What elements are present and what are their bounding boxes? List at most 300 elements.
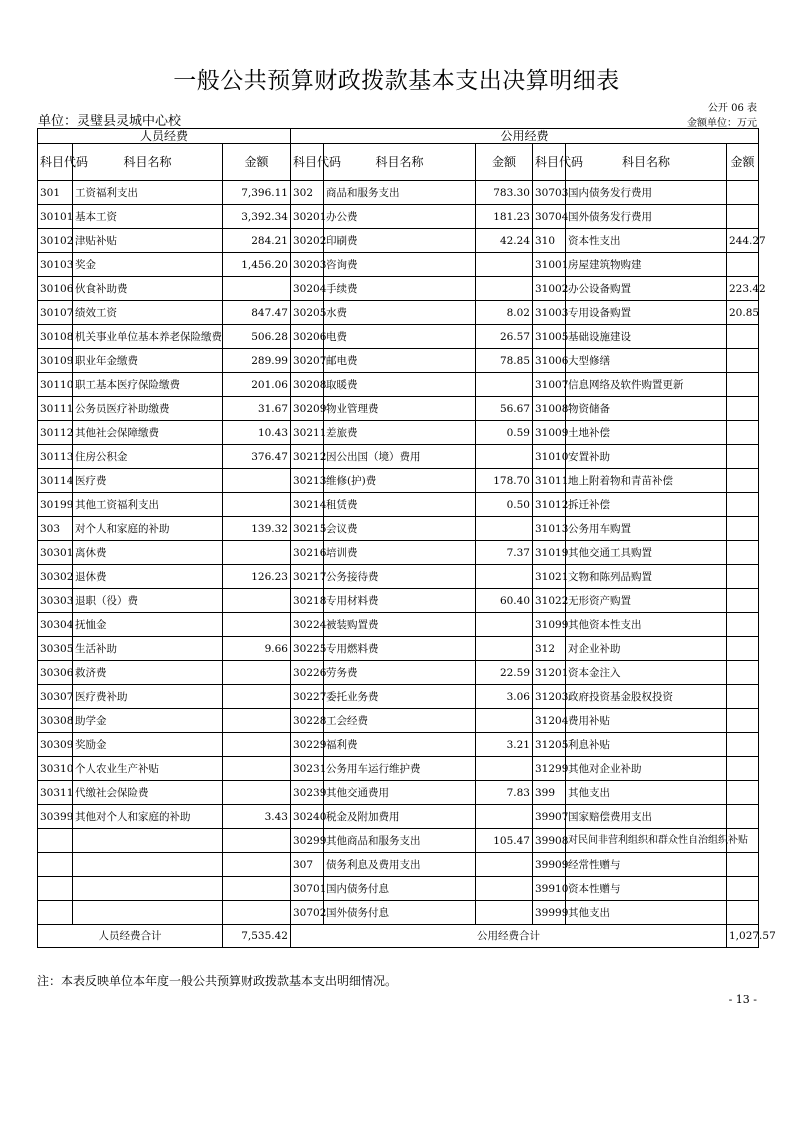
table-row xyxy=(38,325,759,349)
item-code: 30306 xyxy=(38,661,73,685)
item-code: 30311 xyxy=(38,781,73,805)
item-name: 咨询费 xyxy=(324,253,476,277)
item-amount xyxy=(727,445,759,469)
item-name: 资本性支出 xyxy=(566,229,727,253)
table-row xyxy=(38,565,759,589)
item-amount xyxy=(476,901,533,925)
item-name: 职工基本医疗保险缴费 xyxy=(73,373,223,397)
item-code: 31022 xyxy=(533,589,566,613)
item-name: 奖励金 xyxy=(73,733,223,757)
item-code: 30106 xyxy=(38,277,73,301)
item-amount: 0.59 xyxy=(476,421,533,445)
item-amount: 0.50 xyxy=(476,493,533,517)
item-amount: 56.67 xyxy=(476,397,533,421)
item-name: 绩效工资 xyxy=(73,301,223,325)
item-amount xyxy=(223,277,291,301)
item-code xyxy=(38,877,73,901)
item-amount: 3,392.34 xyxy=(223,205,291,229)
item-code: 30107 xyxy=(38,301,73,325)
item-name: 租赁费 xyxy=(324,493,476,517)
form-number: 公开 06 表 xyxy=(707,103,757,114)
item-amount: 7.83 xyxy=(476,781,533,805)
item-code: 30703 xyxy=(533,181,566,205)
item-name: 专用燃料费 xyxy=(324,637,476,661)
item-name: 国家赔偿费用支出 xyxy=(566,805,727,829)
item-name: 电费 xyxy=(324,325,476,349)
item-name: 福利费 xyxy=(324,733,476,757)
item-amount: 31.67 xyxy=(223,397,291,421)
header-amount: 金额 xyxy=(727,144,759,181)
header-name: 科目名称 xyxy=(566,144,727,181)
item-name: 会议费 xyxy=(324,517,476,541)
totals-row xyxy=(38,925,759,948)
item-name: 津贴补贴 xyxy=(73,229,223,253)
item-code: 30308 xyxy=(38,709,73,733)
item-code: 30701 xyxy=(291,877,324,901)
item-code: 30229 xyxy=(291,733,324,757)
item-amount xyxy=(727,373,759,397)
item-name: 专用材料费 xyxy=(324,589,476,613)
item-amount: 178.70 xyxy=(476,469,533,493)
item-code: 30217 xyxy=(291,565,324,589)
item-name: 被装购置费 xyxy=(324,613,476,637)
item-code: 30202 xyxy=(291,229,324,253)
item-amount xyxy=(476,565,533,589)
item-code: 30114 xyxy=(38,469,73,493)
item-code: 30218 xyxy=(291,589,324,613)
item-amount xyxy=(727,805,759,829)
item-name: 对个人和家庭的补助 xyxy=(73,517,223,541)
item-code: 30307 xyxy=(38,685,73,709)
item-name: 代缴社会保险费 xyxy=(73,781,223,805)
item-code: 39999 xyxy=(533,901,566,925)
item-code: 30211 xyxy=(291,421,324,445)
item-code: 30227 xyxy=(291,685,324,709)
item-code: 30199 xyxy=(38,493,73,517)
item-code: 312 xyxy=(533,637,566,661)
item-name: 其他社会保障缴费 xyxy=(73,421,223,445)
unit-label: 单位：灵璧县灵城中心校 xyxy=(38,114,182,129)
item-code: 30110 xyxy=(38,373,73,397)
item-code: 31007 xyxy=(533,373,566,397)
item-code: 30399 xyxy=(38,805,73,829)
item-name xyxy=(73,877,223,901)
item-amount xyxy=(476,445,533,469)
item-code: 30203 xyxy=(291,253,324,277)
item-amount xyxy=(223,589,291,613)
item-code: 307 xyxy=(291,853,324,877)
item-name: 土地补偿 xyxy=(566,421,727,445)
item-amount xyxy=(223,493,291,517)
item-name: 其他支出 xyxy=(566,781,727,805)
item-code: 31012 xyxy=(533,493,566,517)
item-amount: 783.30 xyxy=(476,181,533,205)
table-row xyxy=(38,877,759,901)
item-name: 债务利息及费用支出 xyxy=(324,853,476,877)
public-total-label: 公用经费合计 xyxy=(291,925,727,948)
table-row xyxy=(38,637,759,661)
item-code: 30204 xyxy=(291,277,324,301)
item-code: 30113 xyxy=(38,445,73,469)
item-code: 30215 xyxy=(291,517,324,541)
item-amount xyxy=(727,757,759,781)
footnote: 注：本表反映单位本年度一般公共预算财政拨款基本支出明细情况。 xyxy=(37,974,398,988)
item-code: 30212 xyxy=(291,445,324,469)
item-amount xyxy=(727,541,759,565)
header-code: 科目代码 xyxy=(291,144,324,181)
public-total-amount: 1,027.57 xyxy=(727,925,759,948)
item-name: 邮电费 xyxy=(324,349,476,373)
item-amount xyxy=(727,733,759,757)
item-name: 委托业务费 xyxy=(324,685,476,709)
item-code: 30103 xyxy=(38,253,73,277)
item-code: 302 xyxy=(291,181,324,205)
item-code: 31099 xyxy=(533,613,566,637)
item-code: 30228 xyxy=(291,709,324,733)
item-amount xyxy=(476,253,533,277)
item-amount xyxy=(223,661,291,685)
table-row xyxy=(38,757,759,781)
item-name: 办公费 xyxy=(324,205,476,229)
section-personnel: 人员经费 xyxy=(38,129,291,144)
item-code xyxy=(38,901,73,925)
item-name: 经常性赠与 xyxy=(566,853,727,877)
item-amount: 60.40 xyxy=(476,589,533,613)
item-code: 30205 xyxy=(291,301,324,325)
item-code: 301 xyxy=(38,181,73,205)
item-code: 303 xyxy=(38,517,73,541)
item-name: 拆迁补偿 xyxy=(566,493,727,517)
item-code: 31003 xyxy=(533,301,566,325)
item-amount xyxy=(727,205,759,229)
table-row xyxy=(38,469,759,493)
item-code: 30305 xyxy=(38,637,73,661)
item-amount xyxy=(223,829,291,853)
item-amount xyxy=(727,181,759,205)
item-amount: 22.59 xyxy=(476,661,533,685)
item-code: 39909 xyxy=(533,853,566,877)
item-name: 商品和服务支出 xyxy=(324,181,476,205)
item-name: 职业年金缴费 xyxy=(73,349,223,373)
header-amount: 金额 xyxy=(223,144,291,181)
item-code: 30108 xyxy=(38,325,73,349)
item-amount xyxy=(727,397,759,421)
item-name: 其他资本性支出 xyxy=(566,613,727,637)
table-row xyxy=(38,205,759,229)
item-name: 手续费 xyxy=(324,277,476,301)
item-code: 30102 xyxy=(38,229,73,253)
page-title: 一般公共预算财政拨款基本支出决算明细表 xyxy=(173,68,620,94)
item-code: 30226 xyxy=(291,661,324,685)
item-amount: 105.47 xyxy=(476,829,533,853)
item-code: 30213 xyxy=(291,469,324,493)
item-code: 30309 xyxy=(38,733,73,757)
item-amount xyxy=(223,541,291,565)
item-name: 公务用车购置 xyxy=(566,517,727,541)
item-name: 专用设备购置 xyxy=(566,301,727,325)
table-row xyxy=(38,829,759,853)
item-amount: 289.99 xyxy=(223,349,291,373)
item-name: 信息网络及软件购置更新 xyxy=(566,373,727,397)
table-row xyxy=(38,517,759,541)
item-amount: 506.28 xyxy=(223,325,291,349)
item-code: 30214 xyxy=(291,493,324,517)
item-amount xyxy=(727,421,759,445)
item-amount xyxy=(727,709,759,733)
table-row xyxy=(38,805,759,829)
item-amount: 1,456.20 xyxy=(223,253,291,277)
item-amount: 376.47 xyxy=(223,445,291,469)
item-amount: 7,396.11 xyxy=(223,181,291,205)
item-name: 奖金 xyxy=(73,253,223,277)
item-name: 其他交通工具购置 xyxy=(566,541,727,565)
item-name: 政府投资基金股权投资 xyxy=(566,685,727,709)
item-name: 劳务费 xyxy=(324,661,476,685)
item-code: 30216 xyxy=(291,541,324,565)
personnel-total-amount: 7,535.42 xyxy=(223,925,291,948)
item-amount xyxy=(727,901,759,925)
item-name: 公务接待费 xyxy=(324,565,476,589)
item-amount xyxy=(727,589,759,613)
item-amount xyxy=(476,709,533,733)
item-code: 30239 xyxy=(291,781,324,805)
item-code: 30101 xyxy=(38,205,73,229)
item-name: 维修(护)费 xyxy=(324,469,476,493)
item-name: 对民间非营利组织和群众性自治组织补贴 xyxy=(566,829,727,853)
item-code: 399 xyxy=(533,781,566,805)
item-amount xyxy=(727,781,759,805)
header-code: 科目代码 xyxy=(38,144,73,181)
table-row xyxy=(38,901,759,925)
item-name: 差旅费 xyxy=(324,421,476,445)
item-name: 国外债务付息 xyxy=(324,901,476,925)
item-code: 31019 xyxy=(533,541,566,565)
item-amount xyxy=(476,853,533,877)
table-row xyxy=(38,853,759,877)
header-name: 科目名称 xyxy=(324,144,476,181)
item-name: 其他对个人和家庭的补助 xyxy=(73,805,223,829)
item-code: 30704 xyxy=(533,205,566,229)
item-amount: 42.24 xyxy=(476,229,533,253)
table-row xyxy=(38,229,759,253)
item-code: 30303 xyxy=(38,589,73,613)
table-row xyxy=(38,373,759,397)
table-row xyxy=(38,541,759,565)
item-name: 医疗费 xyxy=(73,469,223,493)
item-code: 30109 xyxy=(38,349,73,373)
item-code: 30301 xyxy=(38,541,73,565)
personnel-total-label: 人员经费合计 xyxy=(38,925,223,948)
item-name: 培训费 xyxy=(324,541,476,565)
item-name: 对企业补助 xyxy=(566,637,727,661)
item-amount xyxy=(223,685,291,709)
item-code: 31008 xyxy=(533,397,566,421)
header-amount: 金额 xyxy=(476,144,533,181)
item-amount: 223.42 xyxy=(727,277,759,301)
item-name: 文物和陈列品购置 xyxy=(566,565,727,589)
item-code: 39907 xyxy=(533,805,566,829)
item-amount: 26.57 xyxy=(476,325,533,349)
item-name: 房屋建筑物购建 xyxy=(566,253,727,277)
item-amount xyxy=(727,637,759,661)
item-amount: 78.85 xyxy=(476,349,533,373)
item-amount: 284.21 xyxy=(223,229,291,253)
item-amount xyxy=(476,637,533,661)
item-amount: 10.43 xyxy=(223,421,291,445)
item-name: 因公出国（境）费用 xyxy=(324,445,476,469)
section-public: 公用经费 xyxy=(291,129,759,144)
item-amount: 244.27 xyxy=(727,229,759,253)
item-name: 办公设备购置 xyxy=(566,277,727,301)
item-name: 大型修缮 xyxy=(566,349,727,373)
item-amount: 201.06 xyxy=(223,373,291,397)
item-code: 31201 xyxy=(533,661,566,685)
item-amount: 181.23 xyxy=(476,205,533,229)
item-amount xyxy=(727,349,759,373)
table-row xyxy=(38,397,759,421)
item-code: 30299 xyxy=(291,829,324,853)
item-name xyxy=(73,829,223,853)
item-code: 30112 xyxy=(38,421,73,445)
item-amount xyxy=(223,853,291,877)
item-code: 31013 xyxy=(533,517,566,541)
item-code: 31203 xyxy=(533,685,566,709)
item-name: 资本性赠与 xyxy=(566,877,727,901)
item-amount xyxy=(223,733,291,757)
item-code: 30310 xyxy=(38,757,73,781)
item-name: 医疗费补助 xyxy=(73,685,223,709)
item-code: 310 xyxy=(533,229,566,253)
item-code: 30206 xyxy=(291,325,324,349)
item-name: 其他支出 xyxy=(566,901,727,925)
item-name: 地上附着物和青苗补偿 xyxy=(566,469,727,493)
table-row xyxy=(38,181,759,205)
item-code: 31006 xyxy=(533,349,566,373)
item-code: 31299 xyxy=(533,757,566,781)
table-row xyxy=(38,685,759,709)
item-code: 31011 xyxy=(533,469,566,493)
item-amount xyxy=(476,757,533,781)
item-amount: 20.85 xyxy=(727,301,759,325)
item-code: 30207 xyxy=(291,349,324,373)
item-amount xyxy=(727,853,759,877)
item-amount xyxy=(476,613,533,637)
item-name: 基础设施建设 xyxy=(566,325,727,349)
item-name: 安置补助 xyxy=(566,445,727,469)
item-name: 印刷费 xyxy=(324,229,476,253)
item-name: 其他对企业补助 xyxy=(566,757,727,781)
item-name: 国内债务付息 xyxy=(324,877,476,901)
item-amount xyxy=(476,517,533,541)
table-row xyxy=(38,589,759,613)
item-code: 30208 xyxy=(291,373,324,397)
item-code: 31204 xyxy=(533,709,566,733)
table-row xyxy=(38,445,759,469)
item-name: 退职（役）费 xyxy=(73,589,223,613)
item-amount: 9.66 xyxy=(223,637,291,661)
item-code xyxy=(38,853,73,877)
item-amount xyxy=(727,565,759,589)
table-row xyxy=(38,613,759,637)
item-code: 30240 xyxy=(291,805,324,829)
item-amount xyxy=(223,901,291,925)
item-amount xyxy=(476,373,533,397)
item-amount: 3.43 xyxy=(223,805,291,829)
item-amount: 139.32 xyxy=(223,517,291,541)
expenditure-table xyxy=(37,128,776,948)
table-row xyxy=(38,709,759,733)
item-code: 30304 xyxy=(38,613,73,637)
item-name: 工资福利支出 xyxy=(73,181,223,205)
item-amount xyxy=(223,613,291,637)
item-name: 个人农业生产补贴 xyxy=(73,757,223,781)
item-amount: 847.47 xyxy=(223,301,291,325)
header-code: 科目代码 xyxy=(533,144,566,181)
item-amount xyxy=(727,469,759,493)
item-amount xyxy=(727,877,759,901)
item-amount xyxy=(476,877,533,901)
item-name: 利息补贴 xyxy=(566,733,727,757)
item-amount: 3.06 xyxy=(476,685,533,709)
item-name: 抚恤金 xyxy=(73,613,223,637)
item-code: 31021 xyxy=(533,565,566,589)
item-name xyxy=(73,853,223,877)
item-name: 生活补助 xyxy=(73,637,223,661)
item-name: 物资储备 xyxy=(566,397,727,421)
item-name: 基本工资 xyxy=(73,205,223,229)
item-name: 伙食补助费 xyxy=(73,277,223,301)
table-row xyxy=(38,733,759,757)
page-number: - 13 - xyxy=(728,993,757,1006)
item-name: 救济费 xyxy=(73,661,223,685)
item-code: 30231 xyxy=(291,757,324,781)
item-name: 住房公积金 xyxy=(73,445,223,469)
item-code: 31009 xyxy=(533,421,566,445)
item-name: 资本金注入 xyxy=(566,661,727,685)
item-amount xyxy=(223,781,291,805)
item-code: 31002 xyxy=(533,277,566,301)
item-name: 水费 xyxy=(324,301,476,325)
item-code: 30209 xyxy=(291,397,324,421)
item-name: 无形资产购置 xyxy=(566,589,727,613)
item-code: 30111 xyxy=(38,397,73,421)
item-amount xyxy=(727,517,759,541)
item-amount xyxy=(476,805,533,829)
item-amount xyxy=(727,493,759,517)
item-name: 工会经费 xyxy=(324,709,476,733)
item-code: 39910 xyxy=(533,877,566,901)
item-amount xyxy=(727,613,759,637)
item-name: 公务用车运行维护费 xyxy=(324,757,476,781)
table-row xyxy=(38,301,759,325)
item-name: 其他交通费用 xyxy=(324,781,476,805)
item-amount xyxy=(223,877,291,901)
header-name: 科目名称 xyxy=(73,144,223,181)
item-amount: 3.21 xyxy=(476,733,533,757)
item-code: 31005 xyxy=(533,325,566,349)
table-row xyxy=(38,349,759,373)
item-code: 31001 xyxy=(533,253,566,277)
table-row xyxy=(38,253,759,277)
table-row xyxy=(38,781,759,805)
table-row xyxy=(38,277,759,301)
item-code: 30224 xyxy=(291,613,324,637)
item-amount: 8.02 xyxy=(476,301,533,325)
item-code: 31205 xyxy=(533,733,566,757)
item-name: 退休费 xyxy=(73,565,223,589)
item-amount xyxy=(223,709,291,733)
item-amount xyxy=(223,469,291,493)
